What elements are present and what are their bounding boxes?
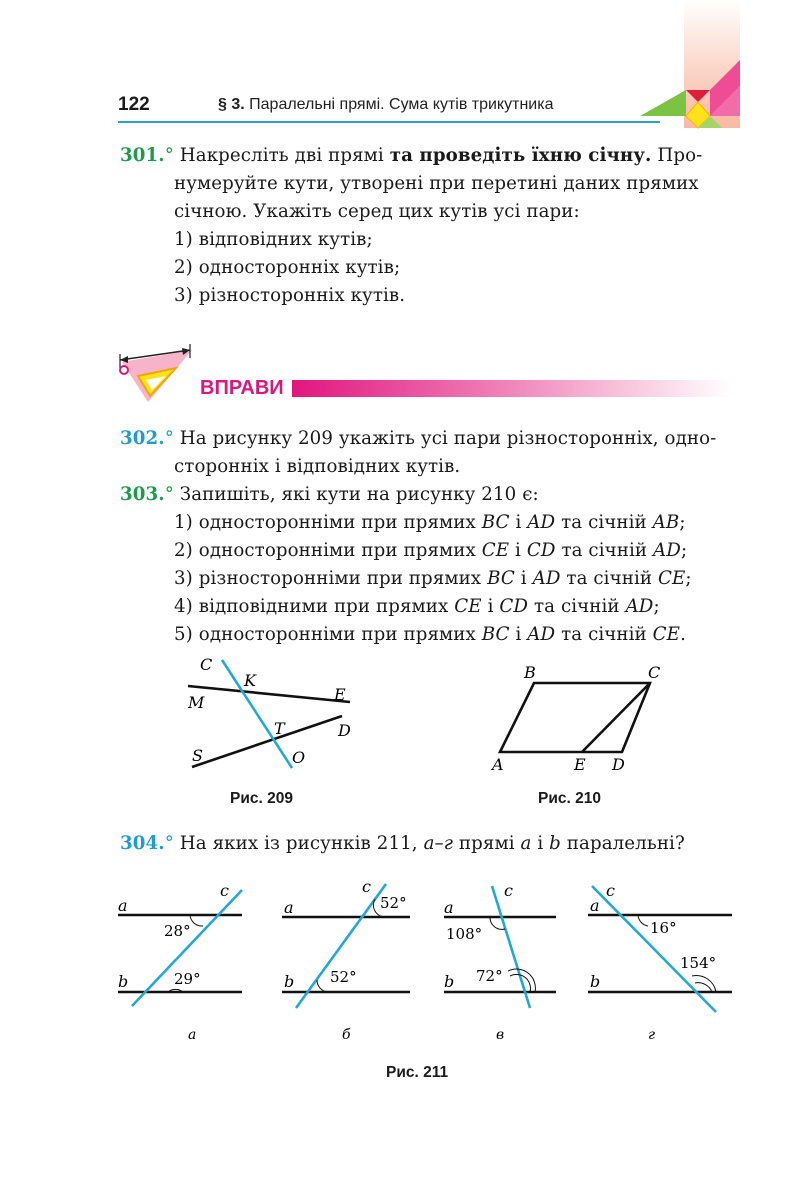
problem-304-number: 304. <box>120 833 165 854</box>
label-c: c <box>220 881 229 900</box>
item-number: 4) <box>174 596 193 617</box>
problem-304 <box>120 830 732 858</box>
problem-304-text: і <box>537 833 544 854</box>
item-text: та січній <box>561 512 647 533</box>
label-b: b <box>590 972 601 991</box>
item-text: при прямих <box>361 540 476 561</box>
item-end: ; <box>653 596 660 617</box>
label-c: c <box>606 881 615 900</box>
angle-arc <box>317 980 328 992</box>
problem-301-line-3: січною. Укажіть серед цих кутів усі пари: <box>174 201 580 222</box>
angle-kind: односторонніми <box>198 624 356 645</box>
label-D: D <box>338 721 351 740</box>
item-text: і <box>487 596 494 617</box>
line-name: AD <box>532 568 561 589</box>
label-b: b <box>118 972 129 991</box>
label-a: a <box>444 898 454 917</box>
problem-303-intro: Запишіть, які кути на рисунку 210 є: <box>179 484 539 505</box>
line-ME <box>188 686 350 702</box>
line-name: BC <box>487 568 515 589</box>
angle-arc <box>695 983 712 992</box>
segment-CE <box>582 683 650 752</box>
figure-210 <box>484 656 674 776</box>
line-name: AD <box>527 624 556 645</box>
label-c: c <box>362 877 371 896</box>
label-T: T <box>274 719 285 738</box>
label-M: M <box>188 693 205 712</box>
problem-303-item <box>120 621 732 649</box>
line-a-label: a <box>520 833 532 854</box>
angle-label: 72° <box>476 967 503 985</box>
angle-kind: різносторонніми <box>198 568 361 589</box>
label-E: E <box>334 685 346 704</box>
figure-209-caption: Рис. 209 <box>230 790 293 807</box>
item-end: ; <box>679 512 686 533</box>
item-number: 3) <box>174 568 193 589</box>
item-number: 1) <box>174 512 193 533</box>
item-text: та січній <box>561 540 648 561</box>
tangram-red-piece <box>686 90 710 102</box>
line-name: CD <box>526 540 556 561</box>
tangram-decor-icon <box>640 58 740 142</box>
line-name: AD <box>527 512 556 533</box>
problem-301-item-1: 1) відповідних кутів; <box>174 229 373 250</box>
line-name: BC <box>481 624 510 645</box>
problem-301-line-2: нумеруйте кути, утворені при перетині даних прямих <box>174 173 699 194</box>
secant-name: CE <box>657 568 686 589</box>
item-text: і <box>515 540 521 561</box>
problem-303-items <box>120 509 732 649</box>
parallelogram-ABCD <box>500 683 650 752</box>
line-name: CE <box>481 540 510 561</box>
page-number: 122 <box>118 94 150 115</box>
angle-label: 52° <box>330 968 357 986</box>
problem-303-item <box>120 593 732 621</box>
item-number: 2) <box>174 540 193 561</box>
degree-mark: ° <box>164 833 174 854</box>
label-C: C <box>200 655 213 674</box>
label-a: a <box>284 898 294 917</box>
label-D: D <box>612 755 625 774</box>
problem-304-range: а–г <box>423 833 454 854</box>
angle-label: 28° <box>164 922 191 940</box>
panel-letter: в <box>496 1027 505 1043</box>
degree-mark: ° <box>164 145 174 166</box>
problem-301-text: Про- <box>657 145 703 166</box>
section-mark: § 3. <box>218 96 245 113</box>
problem-303-item <box>120 509 732 537</box>
line-name: CD <box>499 596 529 617</box>
secant-name: AD <box>653 540 681 561</box>
label-K: K <box>244 671 256 690</box>
item-text: та січній <box>566 568 653 589</box>
item-text: при прямих <box>361 624 476 645</box>
item-text: при прямих <box>333 596 449 617</box>
figure-211-panel-g <box>588 881 732 1043</box>
degree-mark: ° <box>164 484 174 505</box>
problem-301-bold-text: та проведіть їхню січну. <box>389 145 652 166</box>
line-name: CE <box>454 596 482 617</box>
panel-letter: г <box>648 1027 656 1043</box>
problem-301-line-1 <box>120 142 732 170</box>
label-a: a <box>590 896 600 915</box>
item-text: і <box>520 568 527 589</box>
item-text: та січній <box>533 596 620 617</box>
label-E: E <box>574 755 586 774</box>
problem-301-number: 301. <box>120 145 165 166</box>
item-text: і <box>515 512 522 533</box>
angle-arc <box>190 915 203 926</box>
problem-301-item-3: 3) різносторонніх кутів. <box>174 285 406 306</box>
problem-304-text: паралельні? <box>566 833 685 854</box>
exercises-ruler-icon <box>112 340 202 410</box>
panel-letter: б <box>342 1027 351 1043</box>
section-title-exercises: ВПРАВИ <box>200 377 284 399</box>
figure-211-caption: Рис. 211 <box>386 1064 449 1081</box>
label-a: a <box>118 896 128 915</box>
problem-302 <box>120 425 732 481</box>
problem-303-number: 303. <box>120 484 165 505</box>
secant-CO <box>222 660 292 768</box>
problem-304-line <box>120 830 732 858</box>
problem-303-item <box>120 565 732 593</box>
problem-304-text: На яких із рисунків 211, <box>179 833 418 854</box>
angle-label: 16° <box>650 919 677 937</box>
tangram-green-piece <box>640 90 686 116</box>
figure-211-panel-a <box>118 881 242 1043</box>
angle-arc <box>638 915 648 926</box>
label-c: c <box>504 881 513 900</box>
item-text: при прямих <box>366 568 482 589</box>
item-number: 5) <box>174 624 193 645</box>
line-c <box>492 886 530 1008</box>
problem-302-text: На рисунку 209 укажіть усі пари різносторонніх, одно- <box>179 428 717 449</box>
secant-name: AB <box>652 512 680 533</box>
figure-210-caption: Рис. 210 <box>538 790 601 807</box>
section-title: Паралельні прямі. Сума кутів трикутника <box>249 96 554 113</box>
problem-301-text: Накресліть дві прямі <box>179 145 384 166</box>
item-text: та січній <box>561 624 647 645</box>
angle-label: 108° <box>446 925 483 943</box>
compass-hinge-icon <box>120 366 128 374</box>
problem-303-intro-line <box>120 481 732 509</box>
item-end: . <box>680 624 686 645</box>
degree-mark: ° <box>164 428 174 449</box>
angle-kind: односторонніми <box>198 512 356 533</box>
line-c <box>132 890 242 1006</box>
line-b-label: b <box>549 833 561 854</box>
chapter-title <box>218 96 553 114</box>
label-C: C <box>648 663 661 682</box>
problem-302-line-1 <box>120 425 732 453</box>
item-end: ; <box>680 540 688 561</box>
secant-name: CE <box>652 624 681 645</box>
problem-302-number: 302. <box>120 428 165 449</box>
problem-302-line-2: сторонніх і відповідних кутів. <box>174 456 461 477</box>
problem-301-item-2: 2) односторонніх кутів; <box>174 257 401 278</box>
item-text: і <box>515 624 522 645</box>
label-B: B <box>524 663 536 682</box>
problem-303-item <box>120 537 732 565</box>
header-rule <box>118 121 660 123</box>
figure-211-panel-b <box>282 877 410 1043</box>
problem-301 <box>120 142 732 310</box>
label-S: S <box>192 746 203 765</box>
angle-kind: відповідними <box>198 596 329 617</box>
angle-label: 29° <box>174 970 201 988</box>
figure-211-panel-v <box>444 881 556 1043</box>
figure-209 <box>180 650 370 780</box>
panel-letter: а <box>188 1027 197 1043</box>
label-b: b <box>444 972 455 991</box>
item-text: при прямих <box>361 512 476 533</box>
line-SD <box>192 716 342 767</box>
line-name: BC <box>481 512 510 533</box>
problem-303 <box>120 481 732 649</box>
line-c <box>296 884 386 1008</box>
section-title-bar <box>292 380 732 397</box>
label-A: A <box>492 755 504 774</box>
label-O: O <box>292 748 306 767</box>
angle-kind: односторонніми <box>198 540 356 561</box>
angle-label: 154° <box>680 954 717 972</box>
figure-211 <box>110 876 746 1046</box>
item-end: ; <box>685 568 692 589</box>
label-b: b <box>284 972 295 991</box>
secant-name: AD <box>625 596 654 617</box>
angle-label: 52° <box>380 894 407 912</box>
problem-304-text: прямі <box>458 833 515 854</box>
